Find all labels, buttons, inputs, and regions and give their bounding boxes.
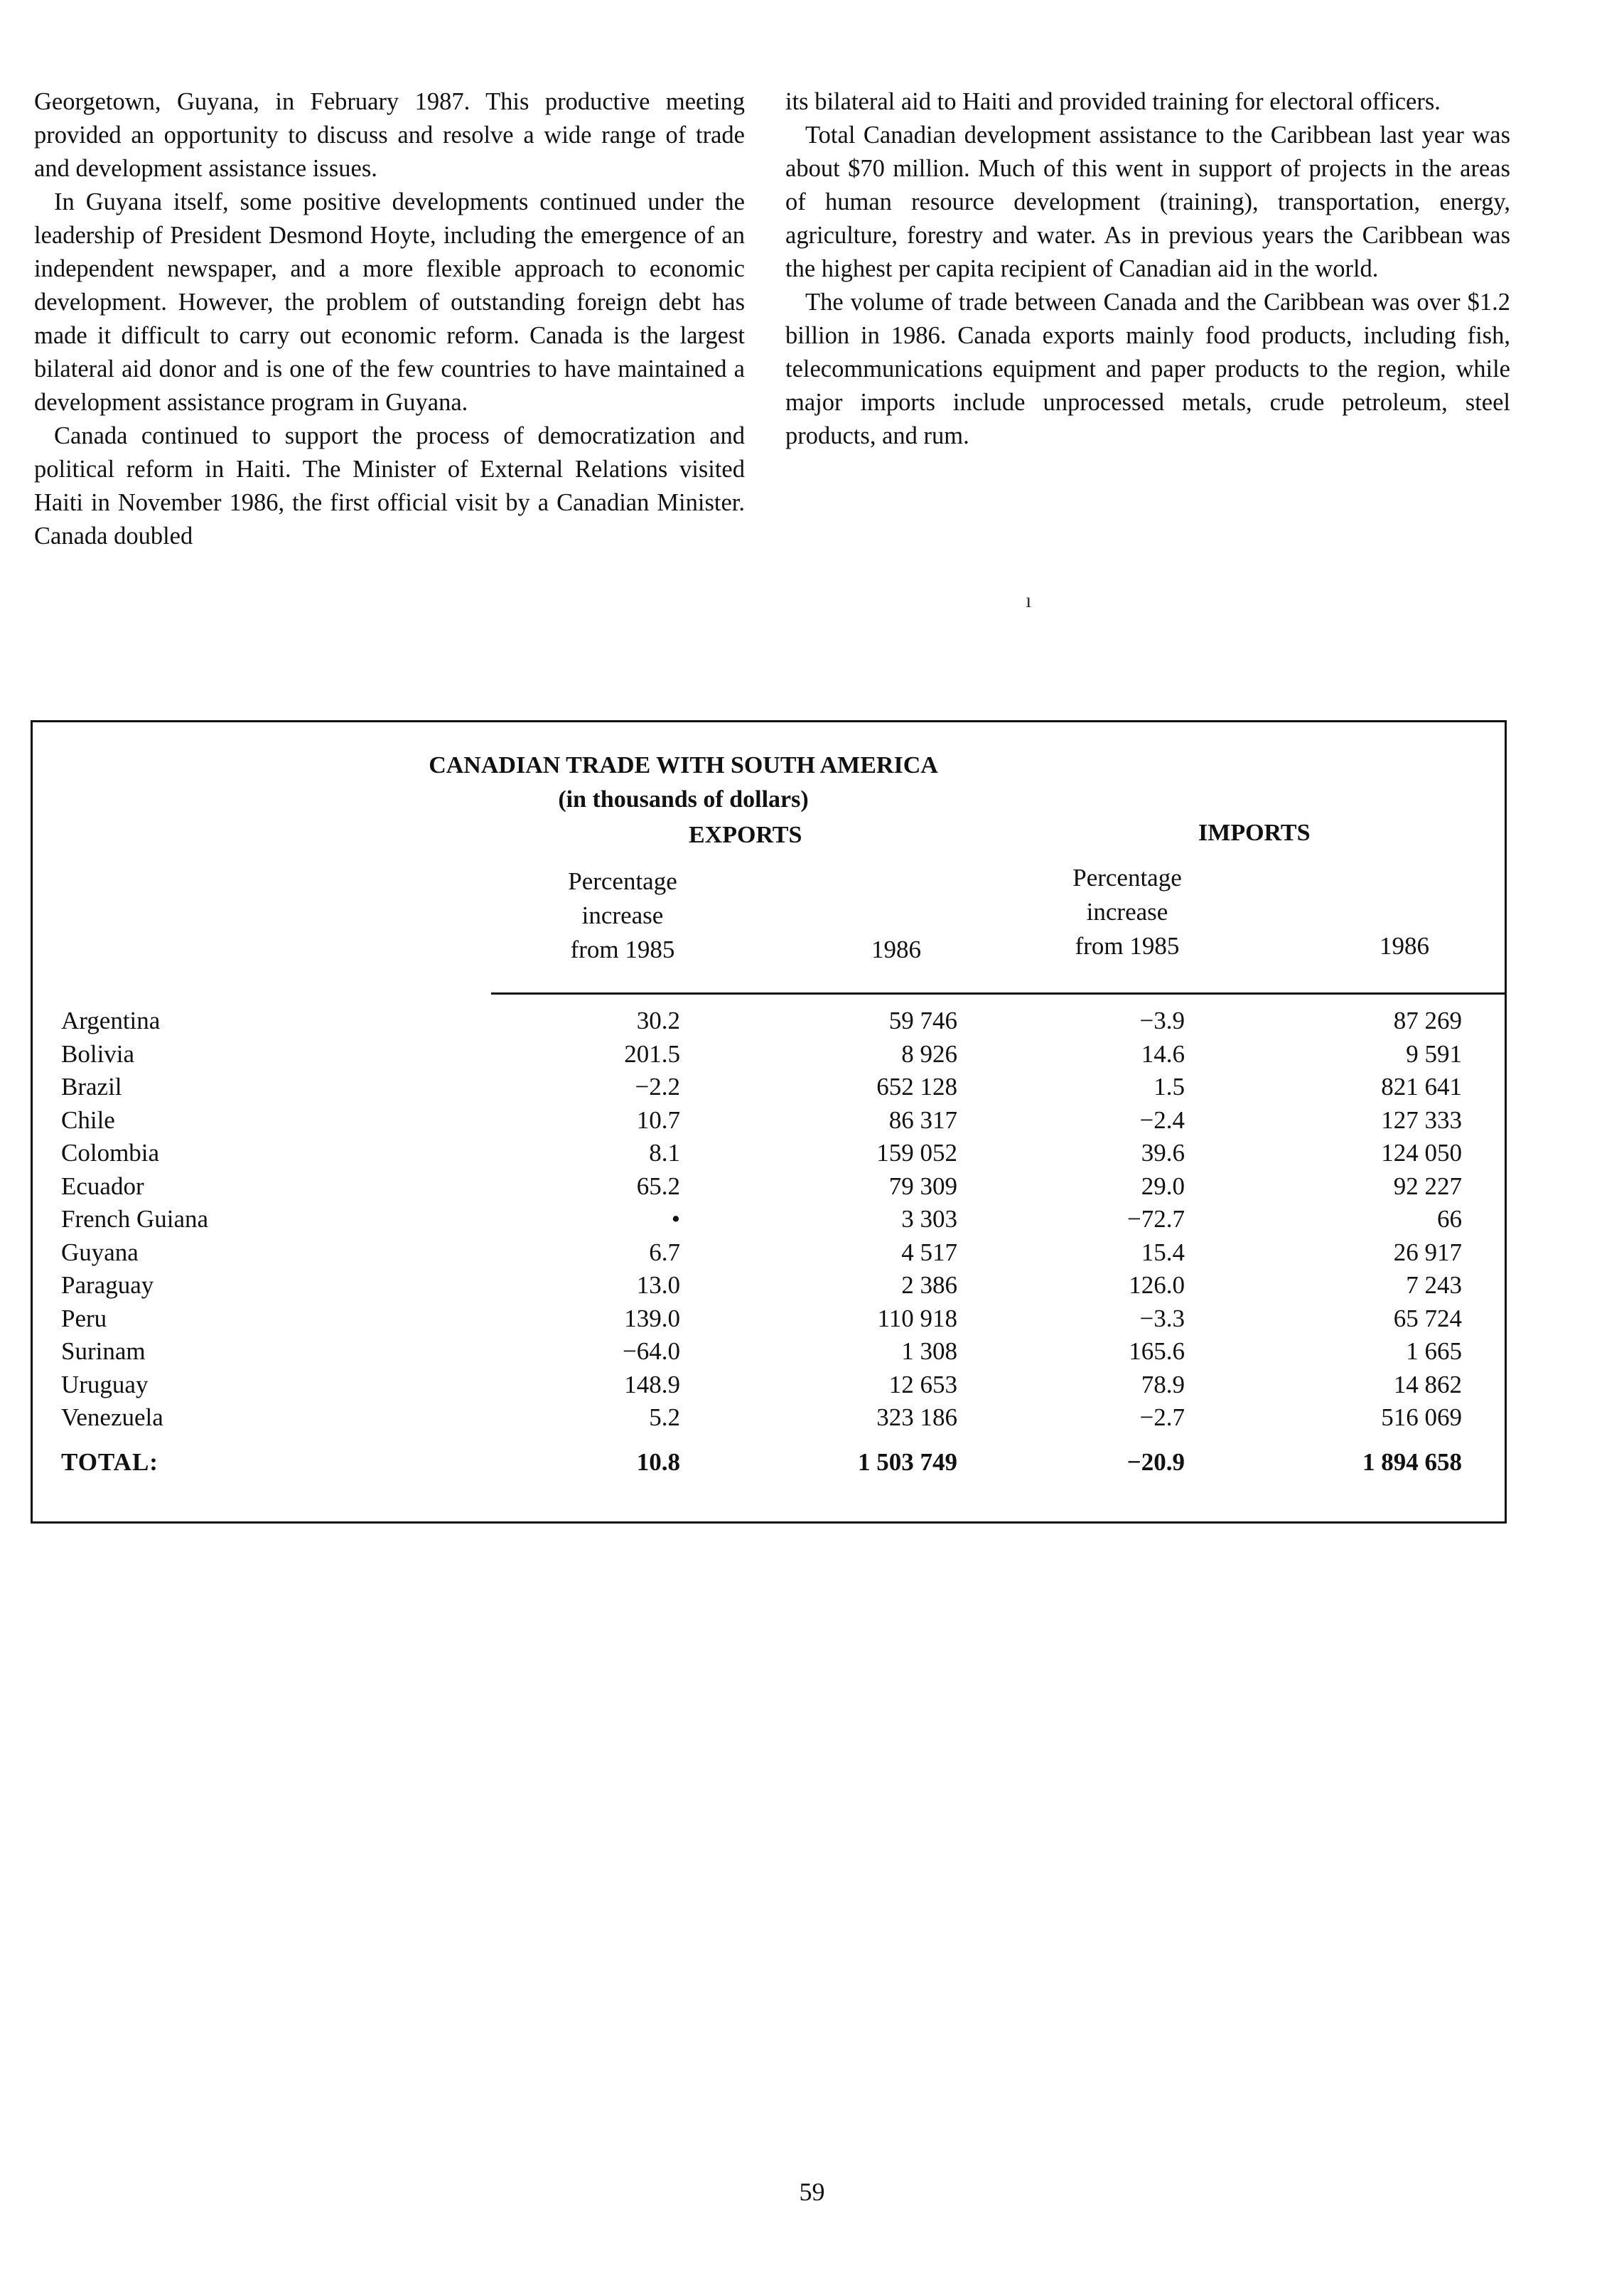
import-value-cell: 14 862: [1393, 1370, 1462, 1398]
left-text-column: [34, 85, 745, 553]
export-value-cell: 12 653: [888, 1370, 957, 1398]
export-pct-cell: 10.7: [636, 1106, 680, 1134]
trade-table: [31, 720, 1507, 1524]
country-cell: Peru: [61, 1304, 107, 1332]
table-row: [33, 1205, 1505, 1238]
paragraph: Georgetown, Guyana, in February 1987. This productive meeting provided an opportunity to discuss and resolve a wide range of trade and development assistance issues.: [34, 88, 745, 182]
export-value-cell: 323 186: [876, 1403, 957, 1431]
country-cell: TOTAL:: [61, 1447, 158, 1476]
import-value-cell: 7 243: [1406, 1271, 1462, 1299]
import-value-cell: 124 050: [1381, 1139, 1462, 1167]
country-cell: Surinam: [61, 1337, 146, 1365]
country-cell: Brazil: [61, 1073, 122, 1101]
import-value-cell: 516 069: [1381, 1403, 1462, 1431]
export-value-cell: 1 503 749: [858, 1447, 957, 1476]
export-value-cell: 86 317: [888, 1106, 957, 1134]
import-pct-cell: −20.9: [1126, 1447, 1185, 1476]
paragraph: Total Canadian development assistance to the Caribbean last year was about $70 million. Much of this went in support of projects in the areas of human resource development (training), transportation, energy, agriculture, forestry and water. As in previous years the Caribbean was the highest per capita recipient of Canadian aid in the world.: [785, 122, 1510, 282]
import-pct-cell: 15.4: [1141, 1238, 1185, 1266]
import-pct-cell: 126.0: [1129, 1271, 1185, 1299]
export-pct-cell: 65.2: [636, 1172, 680, 1200]
paragraph: its bilateral aid to Haiti and provided training for electoral officers.: [785, 88, 1441, 115]
export-value-cell: 1 308: [901, 1337, 957, 1365]
export-value-cell: 3 303: [901, 1205, 957, 1233]
country-cell: Ecuador: [61, 1172, 144, 1200]
import-value-cell: 1 665: [1406, 1337, 1462, 1365]
table-row: [33, 1305, 1505, 1337]
export-value-cell: 79 309: [888, 1172, 957, 1200]
exports-year-header: 1986: [871, 936, 921, 963]
export-pct-cell: 8.1: [649, 1139, 680, 1167]
import-value-cell: 9 591: [1406, 1039, 1462, 1068]
import-pct-cell: 78.9: [1141, 1370, 1185, 1398]
export-pct-cell: 10.8: [636, 1447, 680, 1476]
export-value-cell: 159 052: [876, 1139, 957, 1167]
country-cell: Paraguay: [61, 1271, 154, 1299]
export-pct-cell: 30.2: [636, 1007, 680, 1034]
import-value-cell: 821 641: [1381, 1073, 1462, 1101]
import-pct-cell: −3.3: [1139, 1304, 1185, 1332]
export-pct-cell: 148.9: [624, 1370, 680, 1398]
table-row: [33, 1139, 1505, 1172]
export-pct-cell: 201.5: [624, 1039, 680, 1068]
import-value-cell: 127 333: [1381, 1106, 1462, 1134]
import-pct-cell: 29.0: [1141, 1172, 1185, 1200]
country-cell: Guyana: [61, 1238, 139, 1266]
country-cell: Chile: [61, 1106, 115, 1134]
paragraph: In Guyana itself, some positive developments continued under the leadership of President Desmond Hoyte, including the emergence of an independent newspaper, and a more flexible approach to economic development. However, the problem of outstanding foreign debt has made it difficult to carry out economic reform. Canada is the largest bilateral aid donor and is one of the few countries to have maintained a development assistance program in Guyana.: [34, 188, 745, 416]
import-value-cell: 1 894 658: [1362, 1447, 1462, 1476]
import-pct-cell: 39.6: [1141, 1139, 1185, 1167]
export-pct-cell: −2.2: [635, 1073, 680, 1101]
exports-pct-header: Percentage increase from 1985: [568, 867, 677, 963]
table-row: [33, 1073, 1505, 1106]
import-pct-cell: 14.6: [1141, 1039, 1185, 1068]
table-row: [33, 1337, 1505, 1370]
table-title: CANADIAN TRADE WITH SOUTH AMERICA: [429, 752, 938, 778]
import-value-cell: 87 269: [1393, 1007, 1462, 1034]
table-row: [33, 1371, 1505, 1403]
table-total-row: [33, 1448, 1505, 1481]
table-row: [33, 1271, 1505, 1304]
export-value-cell: 59 746: [888, 1007, 957, 1034]
table-row: [33, 1106, 1505, 1139]
table-row: [33, 1007, 1505, 1039]
export-pct-cell: •: [671, 1205, 680, 1233]
paragraph: Canada continued to support the process of democratization and political reform in Haiti. The Minister of External Relations visited Haiti in November 1986, the first official visit by a Canadian Minister. Canada doubled: [34, 422, 745, 550]
table-row: [33, 1403, 1505, 1436]
country-cell: Colombia: [61, 1139, 160, 1167]
imports-pct-header: Percentage increase from 1985: [1072, 864, 1182, 960]
export-value-cell: 110 918: [877, 1304, 957, 1332]
import-value-cell: 65 724: [1393, 1304, 1462, 1332]
import-value-cell: 26 917: [1393, 1238, 1462, 1266]
export-pct-cell: −64.0: [623, 1337, 680, 1365]
country-cell: Venezuela: [61, 1403, 163, 1431]
right-text-column: [785, 85, 1510, 453]
table-subtitle: (in thousands of dollars): [558, 786, 809, 813]
export-value-cell: 4 517: [901, 1238, 957, 1266]
country-cell: French Guiana: [61, 1205, 209, 1233]
imports-group-label: IMPORTS: [1198, 820, 1311, 846]
export-pct-cell: 6.7: [649, 1238, 680, 1266]
page-number: 59: [799, 2178, 825, 2206]
export-pct-cell: 13.0: [636, 1271, 680, 1299]
exports-group-label: EXPORTS: [689, 822, 802, 848]
import-pct-cell: −2.7: [1139, 1403, 1185, 1431]
table-row: [33, 1172, 1505, 1205]
import-pct-cell: −3.9: [1139, 1007, 1185, 1034]
paragraph: The volume of trade between Canada and the Caribbean was over $1.2 billion in 1986. Canada exports mainly food products, including fish, telecommunications equipment and paper products to the region, while major imports include unprocessed metals, crude petroleum, steel products, and rum.: [785, 289, 1510, 449]
import-pct-cell: 1.5: [1154, 1073, 1185, 1101]
table-row: [33, 1040, 1505, 1073]
table-row: [33, 1238, 1505, 1271]
import-pct-cell: −72.7: [1127, 1205, 1185, 1233]
import-value-cell: 66: [1437, 1205, 1462, 1233]
country-cell: Argentina: [61, 1007, 161, 1034]
country-cell: Bolivia: [61, 1039, 135, 1068]
header-rule: [491, 992, 1505, 995]
export-value-cell: 8 926: [901, 1039, 957, 1068]
export-pct-cell: 5.2: [649, 1403, 680, 1431]
import-pct-cell: −2.4: [1139, 1106, 1185, 1134]
export-value-cell: 2 386: [901, 1271, 957, 1299]
country-cell: Uruguay: [61, 1370, 149, 1398]
stray-mark: ı: [1026, 589, 1032, 612]
export-pct-cell: 139.0: [624, 1304, 680, 1332]
export-value-cell: 652 128: [876, 1073, 957, 1101]
import-value-cell: 92 227: [1393, 1172, 1462, 1200]
import-pct-cell: 165.6: [1129, 1337, 1185, 1365]
imports-year-header: 1986: [1380, 932, 1429, 960]
